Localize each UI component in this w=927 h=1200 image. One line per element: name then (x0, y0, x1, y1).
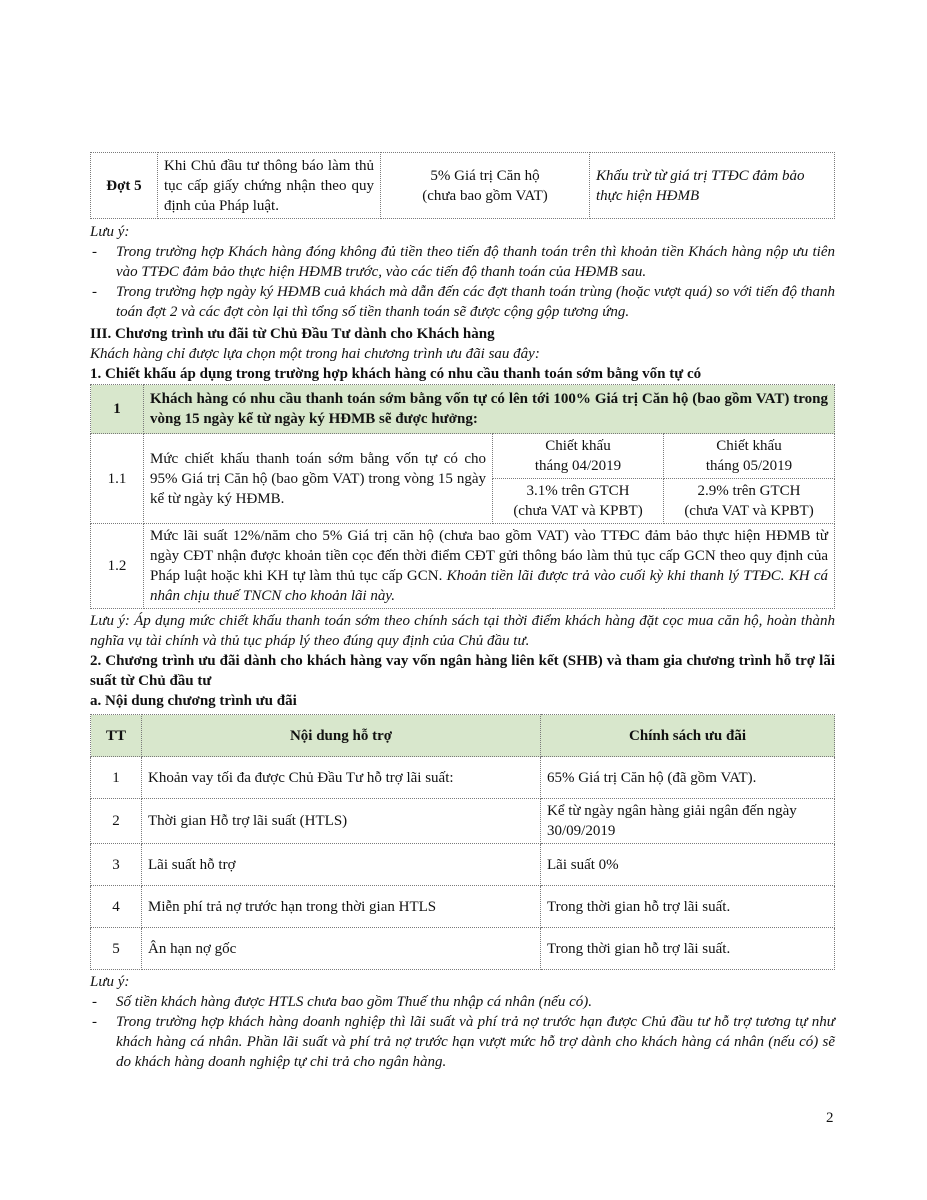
interest-support-table (90, 714, 835, 970)
cell-content: Khoản vay tối đa được Chủ Đầu Tư hỗ trợ lãi suất: (142, 757, 541, 799)
table-row (91, 524, 835, 609)
cell-tt: 2 (91, 799, 142, 844)
list-item: - Số tiền khách hàng được HTLS chưa bao gồm Thuế thu nhập cá nhân (nếu có). (90, 992, 835, 1012)
table-row (91, 385, 835, 434)
table-row (91, 886, 835, 928)
section-subtitle: Khách hàng chỉ được lựa chọn một trong hai chương trình ưu đãi sau đây: (90, 346, 540, 362)
list-item: - Trong trường hợp ngày ký HĐMB cuả khách mà dẫn đến các đợt thanh toán trùng (hoặc vượt quá) so với tiến độ thanh toán đợt 2 và các đợt còn lại thì tổng số tiền thanh toán sẽ được cộng gộp tương ứng. (90, 282, 835, 322)
discount-april-value: 3.1% trên GTCH (chưa VAT và KPBT) (493, 479, 664, 524)
list-item: - Trong trường hợp Khách hàng đóng không đủ tiền theo tiến độ thanh toán trên thì khoản tiền Khách hàng nộp ưu tiên vào TTĐC đảm bảo thực hiện HĐMB trước, vào các tiến độ thanh toán của HĐMB sau. (90, 242, 835, 282)
installment-note: Khấu trừ từ giá trị TTĐC đảm bảo thực hiện HĐMB (590, 153, 835, 219)
table-row (91, 153, 835, 219)
table-row (91, 434, 835, 479)
cell-policy: Lãi suất 0% (541, 844, 835, 886)
program2-title: 2. Chương trình ưu đãi dành cho khách hàng vay vốn ngân hàng liên kết (SHB) và tham gia chương trình hỗ trợ lãi suất từ Chủ đầu tư (90, 653, 835, 689)
row-number: 1.1 (91, 434, 144, 524)
note-title: Lưu ý: (90, 974, 130, 990)
cell-tt: 1 (91, 757, 142, 799)
cell-policy: 65% Giá trị Căn hộ (đã gồm VAT). (541, 757, 835, 799)
page-number: 2 (826, 1110, 834, 1126)
document-page (90, 152, 835, 1072)
discount-may-header: Chiết khấu tháng 05/2019 (664, 434, 835, 479)
installment-amount: 5% Giá trị Căn hộ (chưa bao gồm VAT) (381, 153, 590, 219)
program1-note: Lưu ý: Áp dụng mức chiết khấu thanh toán sớm theo chính sách tại thời điểm khách hàng đặt cọc mua căn hộ, hoàn thành nghĩa vụ tài chính và thủ tục pháp lý theo đúng quy định của Chủ đầu tư. (90, 613, 835, 649)
note-list (90, 992, 835, 1072)
row-text: Mức chiết khấu thanh toán sớm bằng vốn tự có cho 95% Giá trị Căn hộ (bao gồm VAT) trong vòng 15 ngày kể từ ngày ký HĐMB. (144, 434, 493, 524)
cell-content: Thời gian Hỗ trợ lãi suất (HTLS) (142, 799, 541, 844)
payment-schedule-table (90, 152, 835, 219)
table-row (91, 799, 835, 844)
row-number: 1 (91, 385, 144, 434)
note-title: Lưu ý: (90, 224, 130, 240)
discount-april-header: Chiết khấu tháng 04/2019 (493, 434, 664, 479)
header-policy: Chính sách ưu đãi (541, 715, 835, 757)
cell-tt: 4 (91, 886, 142, 928)
discount-may-value: 2.9% trên GTCH (chưa VAT và KPBT) (664, 479, 835, 524)
table-row (91, 757, 835, 799)
section-title: III. Chương trình ưu đãi từ Chủ Đầu Tư dành cho Khách hàng (90, 326, 495, 342)
row-text: Mức lãi suất 12%/năm cho 5% Giá trị căn hộ (chưa bao gồm VAT) vào TTĐC đảm bảo thực hiện HĐMB từ ngày CĐT nhận được khoản tiền cọc đến thời điểm CĐT gửi thông báo làm thủ tục cấp GCN theo quy định của Pháp luật hoặc khi KH tự làm thủ tục cấp GCN. Khoản tiền lãi được trả vào cuối kỳ khi thanh lý TTĐC. KH cá nhân chịu thuế TNCN cho khoản lãi này. (144, 524, 835, 609)
program1-title: 1. Chiết khấu áp dụng trong trường hợp khách hàng có nhu cầu thanh toán sớm bằng vốn tự có (90, 366, 702, 382)
installment-label: Đợt 5 (91, 153, 158, 219)
table-row (91, 928, 835, 970)
table-header-row (91, 715, 835, 757)
cell-tt: 3 (91, 844, 142, 886)
installment-condition: Khi Chủ đầu tư thông báo làm thủ tục cấp giấy chứng nhận theo quy định của Pháp luật. (158, 153, 381, 219)
header-tt: TT (91, 715, 142, 757)
cell-content: Lãi suất hỗ trợ (142, 844, 541, 886)
cell-content: Ân hạn nợ gốc (142, 928, 541, 970)
cell-tt: 5 (91, 928, 142, 970)
discount-table (90, 384, 835, 609)
program2-subtitle: a. Nội dung chương trình ưu đãi (90, 693, 297, 709)
cell-policy: Kể từ ngày ngân hàng giải ngân đến ngày 30/09/2019 (541, 799, 835, 844)
row-text: Khách hàng có nhu cầu thanh toán sớm bằng vốn tự có lên tới 100% Giá trị Căn hộ (bao gồm VAT) trong vòng 15 ngày kể từ ngày ký HĐMB sẽ được hưởng: (144, 385, 835, 434)
cell-content: Miễn phí trả nợ trước hạn trong thời gian HTLS (142, 886, 541, 928)
cell-policy: Trong thời gian hỗ trợ lãi suất. (541, 928, 835, 970)
list-item: - Trong trường hợp khách hàng doanh nghiệp thì lãi suất và phí trả nợ trước hạn được Chủ đầu tư hỗ trợ tương tự như khách hàng cá nhân. Phần lãi suất và phí trả nợ trước hạn vượt mức hỗ trợ dành cho khách hàng cá nhân (nếu có) sẽ do khách hàng doanh nghiệp tự chi trả cho ngân hàng. (90, 1012, 835, 1072)
header-content: Nội dung hỗ trợ (142, 715, 541, 757)
note-list (90, 242, 835, 322)
cell-policy: Trong thời gian hỗ trợ lãi suất. (541, 886, 835, 928)
row-number: 1.2 (91, 524, 144, 609)
table-row (91, 844, 835, 886)
